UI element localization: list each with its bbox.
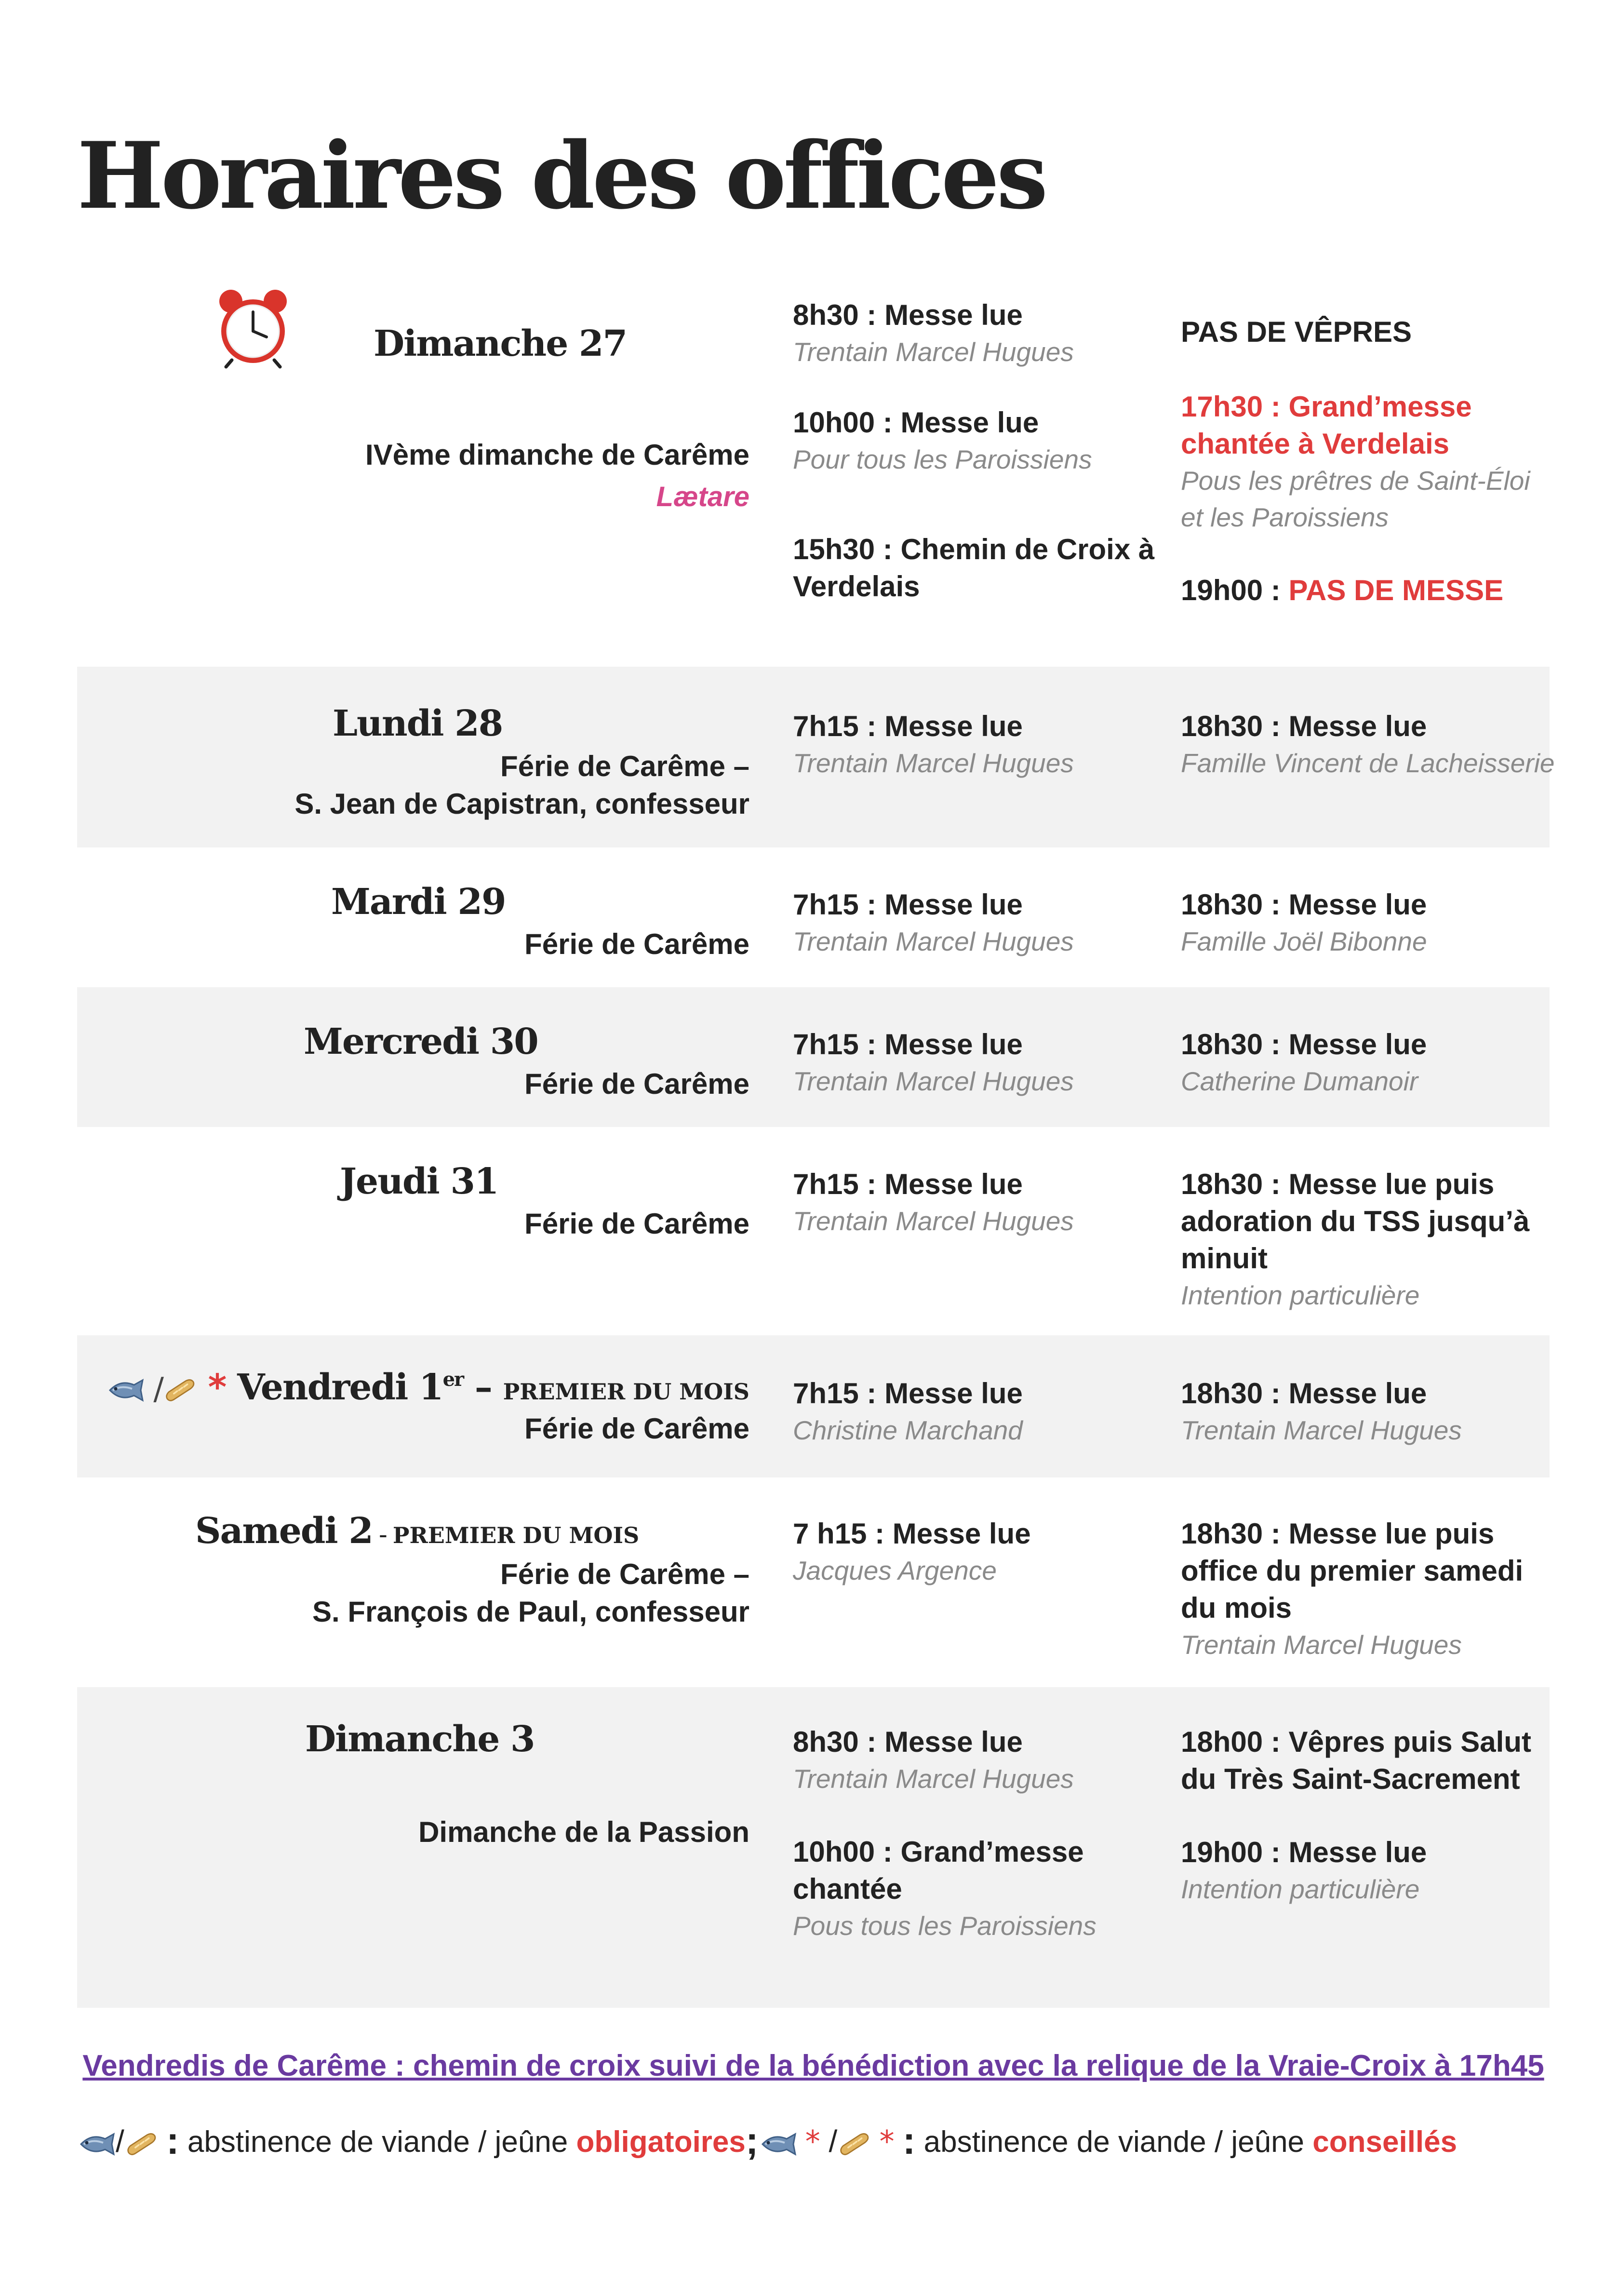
recommended-label: conseillés <box>1312 2125 1458 2159</box>
day-label: / * Vendredi 1er – PREMIER DU MOIS <box>106 1367 749 1408</box>
day-label: Jeudi 31 <box>340 1161 498 1202</box>
lent-fridays-note: Vendredis de Carême : chemin de croix suivi de la bénédiction avec la relique de la Vraie-Croix à 17h45 <box>82 2049 1544 2082</box>
service-time: 8h30 : Messe lue <box>793 1726 1023 1758</box>
service-time: 18h00 : Vêpres puis Salut du Très Saint-Sacrement <box>1181 1726 1531 1795</box>
day-label: Mercredi 30 <box>304 1021 538 1062</box>
fasting-legend: / : abstinence de viande / jeûne obligatoires; * / * : abstinence de viande / jeûne conseillés <box>77 2119 1457 2163</box>
feast-label: Férie de Carême – <box>500 1558 749 1590</box>
service-time: 7h15 : Messe lue <box>793 1168 1023 1200</box>
service-intention: Pous tous les Paroissiens <box>793 1911 1096 1941</box>
service-time: 7h15 : Messe lue <box>793 888 1023 921</box>
service-intention: Trentain Marcel Hugues <box>1181 1630 1462 1660</box>
fish-icon <box>77 2132 116 2156</box>
baguette-icon <box>124 2131 158 2157</box>
day-label: Dimanche 3 <box>305 1719 535 1760</box>
service-intention: Trentain Marcel Hugues <box>793 1206 1074 1236</box>
baguette-icon <box>163 1377 197 1403</box>
day-label: Lundi 28 <box>333 703 503 744</box>
service-time: 8h30 : Messe lue <box>793 299 1023 331</box>
feast-label: Férie de Carême <box>524 1412 749 1445</box>
service-time: 7 h15 : Messe lue <box>793 1517 1031 1550</box>
schedule-row-lundi-28 <box>77 667 1555 847</box>
schedule-row-mercredi-30 <box>77 987 1550 1127</box>
feast-label: S. Jean de Capistran, confesseur <box>294 788 749 820</box>
service-time: 7h15 : Messe lue <box>793 710 1023 742</box>
service-intention: Pour tous les Paroissiens <box>793 444 1092 474</box>
service-time: 10h00 : Grand’messe chantée <box>793 1836 1084 1905</box>
day-label: Mardi 29 <box>331 881 506 923</box>
first-of-month-tag: PREMIER DU MOIS <box>503 1379 749 1405</box>
obligatory-label: obligatoires <box>576 2125 746 2159</box>
service-intention: Intention particulière <box>1181 1874 1420 1904</box>
service-intention: Catherine Dumanoir <box>1181 1066 1418 1096</box>
service-time: 18h30 : Messe lue <box>1181 710 1427 742</box>
service-intention: Pous les prêtres de Saint-Éloi et les Paroissiens <box>1181 466 1530 532</box>
service-time: 18h30 : Messe lue <box>1181 888 1427 921</box>
service-time: 10h00 : Messe lue <box>793 406 1039 439</box>
service-intention: Trentain Marcel Hugues <box>793 337 1074 367</box>
day-label: Dimanche 27 <box>374 323 627 364</box>
service-intention: Intention particulière <box>1181 1280 1420 1310</box>
service-intention: Trentain Marcel Hugues <box>793 1066 1074 1096</box>
schedule-row-jeudi-31 <box>77 1127 1550 1335</box>
feast-label: Férie de Carême – <box>500 750 749 782</box>
service-time: 18h30 : Messe lue puis office du premier samedi du mois <box>1181 1517 1524 1624</box>
service-time: 7h15 : Messe lue <box>793 1377 1023 1410</box>
feast-label: Férie de Carême <box>524 1208 749 1240</box>
feast-sublabel: Lætare <box>656 481 749 512</box>
service-time: 18h30 : Messe lue <box>1181 1377 1427 1410</box>
schedule-row-mardi-29 <box>77 847 1550 987</box>
feast-label: Férie de Carême <box>524 1068 749 1100</box>
service-time: 19h00 : Messe lue <box>1181 1836 1427 1868</box>
fish-icon <box>106 1378 145 1402</box>
feast-label: Férie de Carême <box>524 928 749 960</box>
service-time: 15h30 : Chemin de Croix à Verdelais <box>793 533 1155 603</box>
recommended-star: * <box>208 1367 226 1408</box>
service-intention: Trentain Marcel Hugues <box>793 748 1074 778</box>
schedule-row-dimanche-3 <box>77 1687 1550 2008</box>
schedule-row-vendredi-1er <box>77 1335 1550 1477</box>
day-label: Samedi 2 - PREMIER DU MOIS <box>195 1510 640 1552</box>
fish-icon <box>759 2132 797 2156</box>
service-intention: Trentain Marcel Hugues <box>1181 1415 1462 1445</box>
no-mass-label: PAS DE MESSE <box>1288 574 1504 606</box>
service-intention: Trentain Marcel Hugues <box>793 926 1074 956</box>
service-intention: Jacques Argence <box>793 1556 997 1585</box>
baguette-icon <box>837 2131 871 2157</box>
service-time: 19h00 : PAS DE MESSE <box>1181 574 1504 606</box>
feast-label: S. François de Paul, confesseur <box>312 1596 749 1628</box>
alarm-clock-icon <box>214 287 292 369</box>
feast-label: Dimanche de la Passion <box>418 1816 749 1848</box>
service-time: 18h30 : Messe lue puis adoration du TSS jusqu’à minuit <box>1181 1168 1530 1275</box>
first-of-month-tag: PREMIER DU MOIS <box>392 1522 640 1548</box>
service-intention: Trentain Marcel Hugues <box>793 1764 1074 1794</box>
schedule-row-samedi-2 <box>77 1477 1550 1687</box>
service-time: PAS DE VÊPRES <box>1181 316 1412 348</box>
service-intention: Famille Joël Bibonne <box>1181 926 1427 956</box>
schedule-row-dimanche-27 <box>77 280 1550 636</box>
service-intention: Christine Marchand <box>793 1415 1023 1445</box>
service-time: 7h15 : Messe lue <box>793 1028 1023 1061</box>
feast-label: IVème dimanche de Carême <box>365 439 749 471</box>
service-time: 18h30 : Messe lue <box>1181 1028 1427 1061</box>
service-time: 17h30 : Grand’messe chantée à Verdelais <box>1181 390 1472 460</box>
page-title: Horaires des offices <box>77 122 1045 229</box>
service-intention: Famille Vincent de Lacheisserie <box>1181 748 1555 778</box>
